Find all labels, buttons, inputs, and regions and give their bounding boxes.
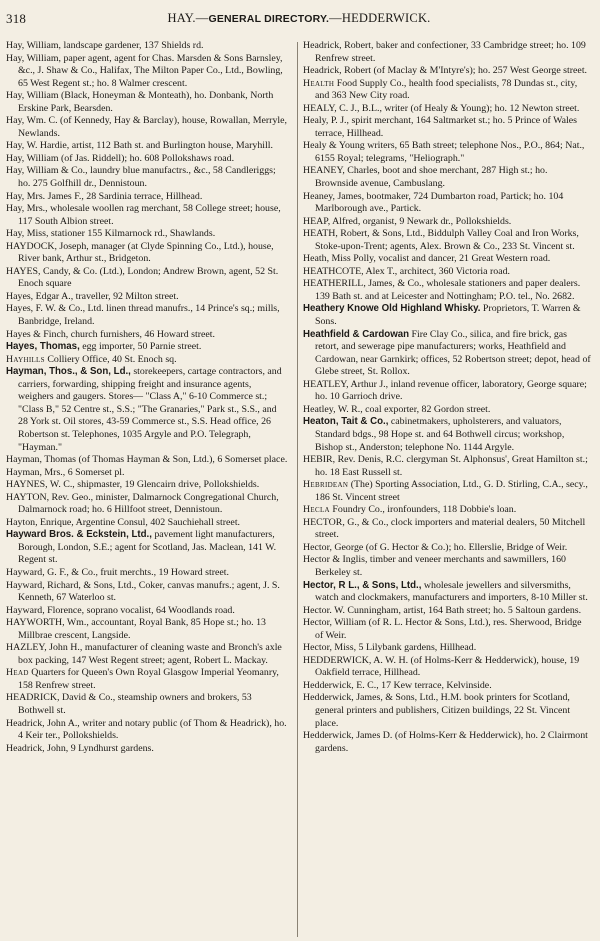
directory-entry: HAYNES, W. C., shipmaster, 19 Glencairn drive, Pollokshields. xyxy=(6,479,260,491)
directory-entry xyxy=(6,529,288,567)
right-column xyxy=(303,40,592,755)
directory-entry: HAYTON, Rev. Geo., minister, Dalmarnock Congregational Church, Dalmarnock road; ho. 6 Hillfoot street, Dennistoun. xyxy=(6,491,279,516)
title-left: HAY.— xyxy=(167,11,209,25)
directory-entry: Hayman, Mrs., 6 Somerset pl. xyxy=(6,466,125,478)
directory-entry xyxy=(303,504,592,517)
directory-entry xyxy=(303,479,592,504)
directory-entry: Hay, William (of Jas. Riddell); ho. 608 Pollokshaws road. xyxy=(6,152,235,164)
directory-entry: Headrick, John A., writer and notary public (of Thom & Headrick), ho. 4 Keir ter., Pollokshields. xyxy=(6,717,287,742)
directory-entry: Hayes, F. W. & Co., Ltd. linen thread manufrs., 14 Prince's sq.; mills, Banbridge, Ireland. xyxy=(6,303,280,328)
running-title xyxy=(6,11,592,26)
entry-heading: Health xyxy=(303,77,335,89)
directory-entry: HEALY, C. J., B.L., writer (of Healy & Young); ho. 12 Newton street. xyxy=(303,102,580,114)
directory-entry: HAYES, Candy, & Co. (Ltd.), London; Andrew Brown, agent, 52 St. Enoch square xyxy=(6,265,279,290)
directory-entry: HEATHCOTE, Alex T., architect, 360 Victoria road. xyxy=(303,265,510,277)
directory-entry: Hay, Wm. C. (of Kennedy, Hay & Barclay), house, Rowallan, Merryle, Newlands. xyxy=(6,115,287,139)
directory-entry: Heath, Miss Polly, vocalist and dancer, 21 Great Western road. xyxy=(303,253,551,265)
directory-entry xyxy=(303,303,592,328)
directory-entry: Hector, George (of G. Hector & Co.); ho. Ellerslie, Bridge of Weir. xyxy=(303,541,568,553)
directory-entry: Hayward, Richard, & Sons, Ltd., Coker, canvas manufrs.; agent, J. S. Kenneth, 67 Waterloo st. xyxy=(6,579,280,604)
directory-entry: Hay, Mrs. James F., 28 Sardinia terrace, Hillhead. xyxy=(6,190,203,202)
directory-entry xyxy=(303,78,592,103)
title-right: —HEDDERWICK. xyxy=(329,11,431,25)
directory-entry: HEDDERWICK, A. W. H. (of Holms-Kerr & Hedderwick), house, 19 Oakfield terrace, Hillhead. xyxy=(303,654,580,679)
directory-entry: Hedderwick, James D. (of Holms-Kerr & Hedderwick), ho. 2 Clairmont gardens. xyxy=(303,730,588,754)
directory-entry: HECTOR, G., & Co., clock importers and material dealers, 50 Mitchell street. xyxy=(303,516,586,541)
entry-text: Food Supply Co., health food specialists, 78 Dundas st., city, and 363 New City road. xyxy=(315,77,578,102)
directory-entry: Headrick, Robert (of Maclay & M'Intyre's); ho. 257 West George street. xyxy=(303,65,588,77)
directory-entry: Healy, P. J., spirit merchant, 164 Saltmarket st.; ho. 5 Prince of Wales terrace, Hillhead. xyxy=(303,115,578,139)
directory-entry: Hay, W. Hardie, artist, 112 Bath st. and Burlington house, Maryhill. xyxy=(6,140,273,152)
directory-entry: Hector, Miss, 5 Lilybank gardens, Hillhead. xyxy=(303,642,477,654)
entry-heading: Heaton, Tait & Co., xyxy=(303,416,389,428)
entry-text: (The) Sporting Association, Ltd., G. D. Stirling, C.A., secy., 186 St. Vincent street xyxy=(315,479,588,503)
directory-entry: Heatley, W. R., coal exporter, 82 Gordon street. xyxy=(303,403,491,415)
page-number: 318 xyxy=(6,11,27,26)
entry-heading: Head xyxy=(6,667,29,679)
entry-text: Colliery Office, 40 St. Enoch sq. xyxy=(44,353,177,365)
page-header xyxy=(6,11,592,33)
directory-entry: Healy & Young writers, 65 Bath street; telephone Nos., P.O., 864; Nat., 6155 Royal; telegrams, "Heliograph." xyxy=(303,140,585,164)
entry-text: pavement light manufacturers, Borough, London, S.E.; agent for Scotland, Jas. Maclean, 141 W. Regent st. xyxy=(18,529,277,566)
directory-entry: Headrick, Robert, baker and confectioner, 33 Cambridge street; ho. 109 Renfrew street. xyxy=(303,40,586,64)
entry-heading: Hebridean xyxy=(303,479,349,491)
directory-entry: Hay, William, paper agent, agent for Chas. Marsden & Sons Barnsley, &c., J. Shaw & Co., Halifax, The Milton Paper Co., Ltd., Bowling, 65 West Regent st.; ho. 8 Walmer crescent. xyxy=(6,52,283,89)
entry-heading: Heathfield & Cardowan xyxy=(303,328,410,340)
directory-entry: Hay, William (Black, Honeyman & Monteath), ho. Donbank, North Erskine Park, Bearsden. xyxy=(6,90,274,114)
entry-heading: Hayward Bros. & Eckstein, Ltd., xyxy=(6,529,152,541)
directory-entry: Hayes & Finch, church furnishers, 46 Howard street. xyxy=(6,328,215,340)
entry-text: egg importer, 50 Parnie street. xyxy=(79,341,202,353)
entry-heading: Hayes, Thomas, xyxy=(6,341,80,353)
directory-entry: Hay, Miss, stationer 155 Kilmarnock rd., Shawlands. xyxy=(6,228,216,240)
left-column xyxy=(6,40,288,755)
directory-entry: HEATHERILL, James, & Co., wholesale stationers and paper dealers. 139 Bath st. and at Leicester and Nottingham; P.O. tel., No. 2682. xyxy=(303,278,581,302)
directory-entry: HEADRICK, David & Co., steamship owners and brokers, 53 Bothwell st. xyxy=(6,692,252,716)
directory-entry: Hay, William & Co., laundry blue manufactrs., &c., 58 Candleriggs; ho. 275 Golfhill dr., Dennistoun. xyxy=(6,165,276,190)
directory-entry: Hayes, Edgar A., traveller, 92 Milton street. xyxy=(6,290,179,302)
directory-entry xyxy=(6,354,288,367)
entry-heading: Hector, R L., & Sons, Ltd., xyxy=(303,579,422,591)
directory-entry: Hedderwick, James, & Sons, Ltd., H.M. book printers for Scotland, general printers and publishers, Citizen buildings, 22 St. Vincent place. xyxy=(303,692,571,729)
directory-entry xyxy=(303,580,592,605)
directory-entry: Hector & Inglis, timber and veneer merchants and sawmillers, 160 Berkeley st. xyxy=(303,554,566,578)
directory-entry: HEATLEY, Arthur J., inland revenue officer, laboratory, George square; ho. 10 Garrioch drive. xyxy=(303,378,587,403)
directory-entry: Heaney, James, bootmaker, 724 Dumbarton road, Partick; ho. 104 Marlborough ave., Partick. xyxy=(303,190,564,215)
directory-entry xyxy=(6,341,288,354)
directory-entry xyxy=(6,667,288,692)
entry-text: Quarters for Queen's Own Royal Glasgow Imperial Yeomanry, 158 Renfrew street. xyxy=(18,667,279,691)
directory-entry: HEAP, Alfred, organist, 9 Newark dr., Pollokshields. xyxy=(303,215,512,227)
directory-entry: Hector. W. Cunningham, artist, 164 Bath street; ho. 5 Saltoun gardens. xyxy=(303,604,582,616)
entry-heading: Hecla xyxy=(303,504,330,516)
entry-heading: Hayhills xyxy=(6,353,45,365)
entry-text: Proprietors, T. Warren & Sons. xyxy=(315,303,581,328)
directory-entry xyxy=(303,329,592,379)
directory-entry: HEBIR, Rev. Denis, R.C. clergyman St. Alphonsus', Great Hamilton st.; ho. 18 East Russell st. xyxy=(303,454,588,478)
directory-entry xyxy=(6,366,288,454)
directory-entry: HAYWORTH, Wm., accountant, Royal Bank, 85 Hope st.; ho. 13 Millbrae crescent, Langside. xyxy=(6,617,266,641)
directory-entry: Hayman, Thomas (of Thomas Hayman & Son, Ltd.), 6 Somerset place. xyxy=(6,454,288,466)
column-divider xyxy=(297,42,298,937)
directory-entry: Hayton, Enrique, Argentine Consul, 402 Sauchiehall street. xyxy=(6,516,241,528)
directory-entry xyxy=(303,416,592,454)
directory-entry: Hector, William (of R. L. Hector & Sons, Ltd.), res. Sherwood, Bridge of Weir. xyxy=(303,617,582,641)
directory-entry: Hay, William, landscape gardener, 137 Shields rd. xyxy=(6,40,204,51)
entry-heading: Hayman, Thos., & Son, Ld., xyxy=(6,366,131,378)
entry-text: wholesale jewellers and silversmiths, watch and clockmakers, manufacturers and importers, 8-10 Miller st. xyxy=(315,579,588,604)
directory-entry: HAYDOCK, Joseph, manager (at Clyde Spinning Co., Ltd.), house, River bank, Arthur st., Bridgeton. xyxy=(6,240,274,265)
entry-heading: Heathery Knowe Old Highland Whisky. xyxy=(303,303,481,315)
directory-entry: Headrick, John, 9 Lyndhurst gardens. xyxy=(6,742,154,754)
directory-entry: HEANEY, Charles, boot and shoe merchant, 287 High st.; ho. Brownside avenue, Cambuslang. xyxy=(303,165,548,190)
entry-text: Fire Clay Co., silica, and fire brick, gas retort, and sewerage pipe manufacturers; works, Heathfield and Cardowan, near Garnkirk; offices, 52 Robertson street; depot, head of Glebe street, St. Rollox. xyxy=(315,328,591,378)
directory-entry: Hay, Mrs., wholesale woollen rag merchant, 58 College street; house, 117 South Albion street. xyxy=(6,203,281,227)
directory-entry: Hedderwick, E. C., 17 Kew terrace, Kelvinside. xyxy=(303,679,492,691)
entry-text: cabinetmakers, upholsterers, and valuators, Standard bdgs., 98 Hope st. and 64 Bothwell circus; workshop, Bishop st., Anderston; telephone No. 1144 Argyle. xyxy=(315,416,565,453)
title-mid: GENERAL DIRECTORY. xyxy=(208,13,330,25)
directory-entry: HAZLEY, John H., manufacturer of cleaning waste and Bronch's axle box packing, 147 West Regent street; agent, Robert L. Mackay. xyxy=(6,642,282,666)
directory-entry: Hayward, Florence, soprano vocalist, 64 Woodlands road. xyxy=(6,604,235,616)
entry-text: storekeepers, cartage contractors, and carriers, forwarding, shipping freight and insurance agents, weighers and gaugers. Stores— "Class A," 6-10 Commerce st.; "Class B," 52 Centre st., S.S.; "The Granaries," Park st., S.S., and 28 York st. Oil stores, 43-59 Commerce st., S.S. Head office, 26 Robertson st. Telephones, 1035 Argyle and P.O. Telegraph, "Hayman." xyxy=(18,366,282,453)
directory-entry: HEATH, Robert, & Sons, Ltd., Biddulph Valley Coal and Iron Works, Stoke-upon-Trent; agents, Alex. Brown & Co., 233 St. Vincent st. xyxy=(303,228,579,252)
directory-entry: Hayward, G. F., & Co., fruit merchts., 19 Howard street. xyxy=(6,566,229,578)
entry-text: Foundry Co., ironfounders, 118 Dobbie's loan. xyxy=(329,504,517,516)
